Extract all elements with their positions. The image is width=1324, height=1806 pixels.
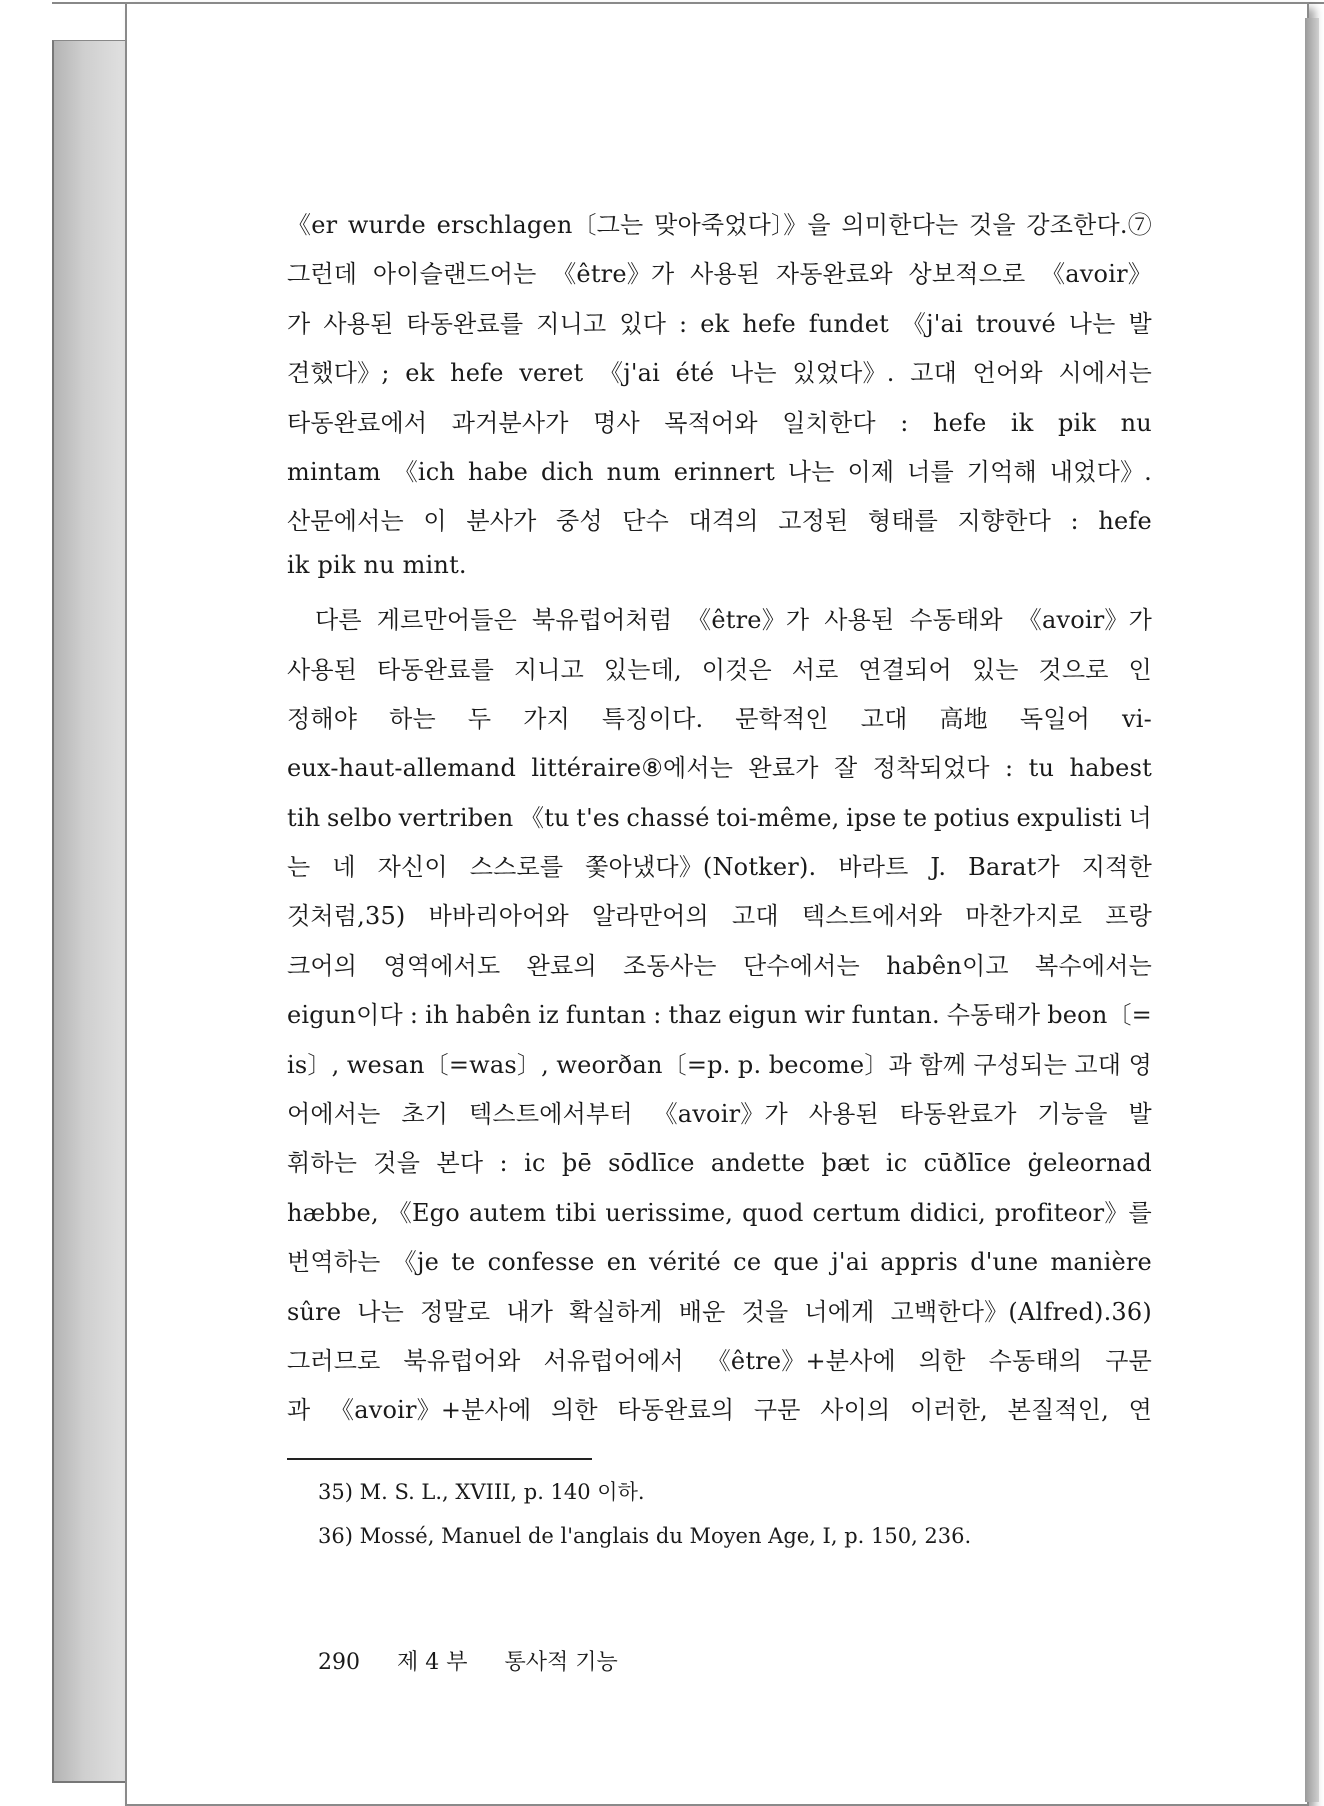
page-edge — [1305, 18, 1319, 1802]
body-line: 그런데 아이슬랜드어는 《être》가 사용된 자동완료와 상보적으로 《avoir》 — [287, 260, 1152, 289]
footnotes — [318, 1470, 1138, 1558]
body-line: ik pik nu mint. — [287, 550, 467, 579]
body-line: 견했다》; ek hefe veret 《j'ai été 나는 있었다》. 고대 언어와 시에서는 — [287, 359, 1152, 388]
body-line: mintam 《ich habe dich num erinnert 나는 이제 너를 기억해 내었다》. — [287, 457, 1152, 486]
body-line: 크어의 영역에서도 완료의 조동사는 단수에서는 habên이고 복수에서는 — [287, 951, 1152, 980]
body-line: is〕, wesan〔=was〕, weorðan〔=p. p. become〕과 함께 구성되는 고대 영 — [287, 1050, 1152, 1079]
body-line: hæbbe, 《Ego autem tibi uerissime, quod certum didici, profiteor》를 — [287, 1198, 1152, 1227]
footnote-rule — [287, 1458, 592, 1460]
body-line: eux-haut-allemand littéraire⑧에서는 완료가 잘 정착되었다 : tu habest — [287, 754, 1152, 783]
body-line: 그러므로 북유럽어와 서유럽어에서 《être》+분사에 의한 수동태의 구문 — [287, 1346, 1152, 1375]
body-line: tih selbo vertriben 《tu t'es chassé toi-même, ipse te potius expulisti 너 — [287, 803, 1152, 832]
running-footer — [318, 1645, 648, 1676]
page-number: 290 — [318, 1650, 360, 1675]
body-line: 휘하는 것을 본다 : ic þē sōdlīce andette þæt ic cūðlīce ġeleornad — [287, 1149, 1152, 1178]
book-spine — [52, 40, 129, 1783]
section-label: 통사적 기능 — [504, 1650, 618, 1675]
body-line: 과 《avoir》+분사에 의한 타동완료의 구문 사이의 이러한, 본질적인, 연 — [287, 1396, 1152, 1425]
body-line: 어에서는 초기 텍스트에서부터 《avoir》가 사용된 타동완료가 기능을 발 — [287, 1100, 1152, 1129]
body-line: 는 네 자신이 스스로를 쫓아냈다》(Notker). 바라트 J. Barat가 지적한 — [287, 853, 1152, 882]
body-line: 정해야 하는 두 가지 특징이다. 문학적인 고대 高地 독일어 vi- — [287, 704, 1152, 733]
body-line: 《er wurde erschlagen〔그는 맞아죽었다〕》을 의미한다는 것을 강조한다.⑦ — [287, 211, 1152, 239]
body-line: 산문에서는 이 분사가 중성 단수 대격의 고정된 형태를 지향한다 : hefe — [287, 507, 1152, 536]
body-line: 것처럼,35) 바바리아어와 알라만어의 고대 텍스트에서와 마찬가지로 프랑 — [287, 902, 1152, 931]
body-line: 번역하는 《je te confesse en vérité ce que j'ai appris d'une manière — [287, 1248, 1152, 1277]
body-line: 다른 게르만어들은 북유럽어처럼 《être》가 사용된 수동태와 《avoir》가 — [315, 606, 1152, 635]
footnote-35: 35) M. S. L., XVIII, p. 140 이하. — [318, 1480, 645, 1504]
body-line: sûre 나는 정말로 내가 확실하게 배운 것을 너에게 고백한다》(Alfred).36) — [287, 1297, 1152, 1326]
body-line: 사용된 타동완료를 지니고 있는데, 이것은 서로 연결되어 있는 것으로 인 — [287, 655, 1152, 684]
footnote-36: 36) Mossé, Manuel de l'anglais du Moyen Age, I, p. 150, 236. — [318, 1524, 972, 1548]
body-text — [287, 205, 1152, 1440]
body-line: eigun이다 : ih habên iz funtan : thaz eigun wir funtan. 수동태가 beon〔= — [287, 1001, 1152, 1030]
body-line: 타동완료에서 과거분사가 명사 목적어와 일치한다 : hefe ik pik nu — [287, 408, 1152, 437]
part-label: 제 4 부 — [397, 1650, 468, 1675]
body-line: 가 사용된 타동완료를 지니고 있다 : ek hefe fundet 《j'ai trouvé 나는 발 — [287, 309, 1152, 338]
